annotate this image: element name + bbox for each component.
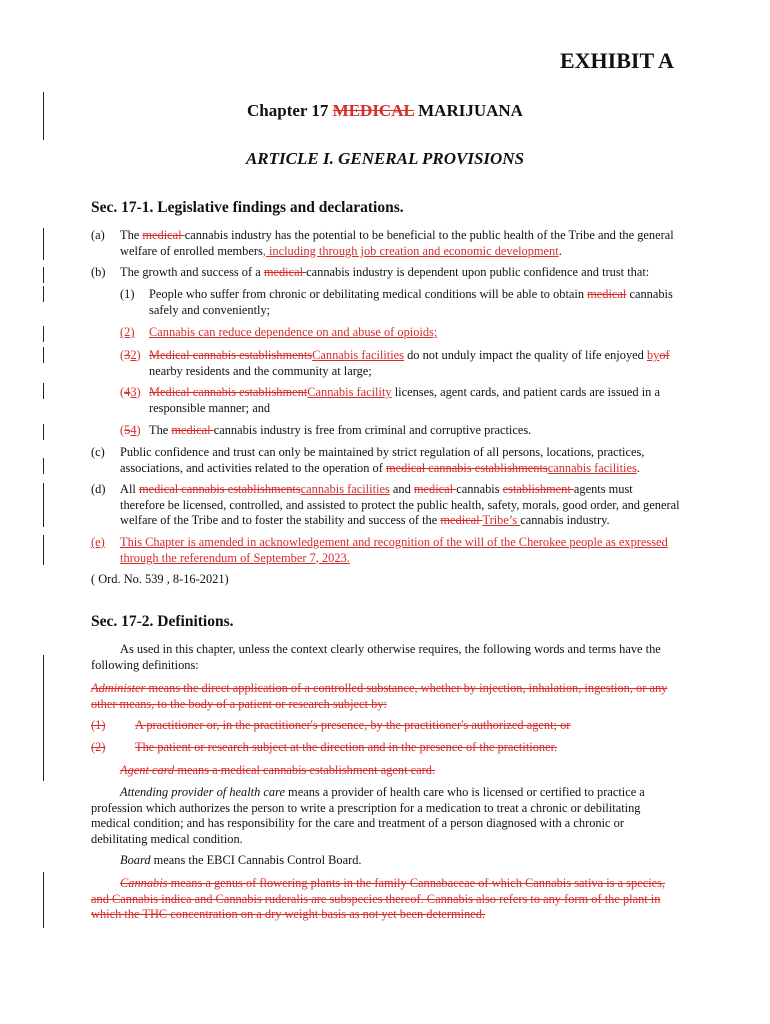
change-bar xyxy=(43,535,44,565)
change-bar xyxy=(43,347,44,363)
section-heading: Sec. 17-1. Legislative findings and declarations. xyxy=(91,199,404,216)
definition-administer-1: A practitioner or, in the practitioner's presence, by the practitioner's authorized agent; or xyxy=(135,718,571,732)
change-bar xyxy=(43,286,44,302)
change-bar xyxy=(43,424,44,440)
article-title: ARTICLE I. GENERAL PROVISIONS xyxy=(245,149,525,168)
paragraph-e: This Chapter is amended in acknowledgement and recognition of the will of the Cherokee people as expressed through the referendum of September 7, 2023. xyxy=(120,535,668,565)
paragraph-label: (2) xyxy=(91,740,106,754)
paragraph-c: Public confidence and trust can only be maintained by strict regulation of all persons, locations, practices, associations, and activities related to the operation of medical cannabis establishmentscannabis facilities. xyxy=(120,445,645,475)
paragraph-label: (a) xyxy=(91,228,105,242)
definition-cannabis: Cannabis means a genus of flowering plants in the family Cannabaceae of which Cannabis sativa is a species, and Cannabis indica and Cannabis ruderalis are subspecies thereof. Cannabis also refers to any form of the plant in which the THC concentration on a dry weight basis as not yet been determined. xyxy=(91,876,666,922)
change-bar xyxy=(43,655,44,781)
change-bar xyxy=(43,458,44,474)
paragraph-label: (2) xyxy=(120,325,135,339)
paragraph-label: (54) xyxy=(120,423,141,437)
paragraph-label: (d) xyxy=(91,482,106,496)
paragraph-b2: Cannabis can reduce dependence on and abuse of opioids; xyxy=(149,325,438,339)
paragraph-label: (e) xyxy=(91,535,105,549)
change-bar xyxy=(43,267,44,283)
paragraph-a: The medical cannabis industry has the potential to be beneficial to the public health of the Tribe and the general welfare of enrolled members, including through job creation and economic development. xyxy=(120,228,674,258)
paragraph-b: The growth and success of a medical cannabis industry is dependent upon public confidence and trust that: xyxy=(120,265,650,279)
paragraph-label: (32) xyxy=(120,348,141,362)
paragraph-b5: The medical cannabis industry is free from criminal and corruptive practices. xyxy=(149,423,532,437)
paragraph-b4: Medical cannabis establishmentCannabis facility licenses, agent cards, and patient cards are issued in a responsible manner; and xyxy=(149,385,660,415)
definition-attending-provider: Attending provider of health care means a provider of health care who is licensed or certified to practice a profession which authorizes the person to write a prescription for a medication to treat a chronic or debilitating medical condition; and has responsibility for the care and treatment of a person diagnosed with a chronic or debilitating medical condition. xyxy=(91,785,645,846)
chapter-title: Chapter 17 MEDICAL MARIJUANA xyxy=(247,101,523,120)
paragraph-label: (b) xyxy=(91,265,106,279)
paragraph-label: (1) xyxy=(91,718,106,732)
change-bar xyxy=(43,228,44,260)
paragraph-b3: Medical cannabis establishmentsCannabis facilities do not unduly impact the quality of life enjoyed byof nearby residents and the community at large; xyxy=(149,348,670,378)
paragraph-label: (c) xyxy=(91,445,105,459)
definition-board: Board means the EBCI Cannabis Control Board. xyxy=(120,853,362,867)
change-bar xyxy=(43,483,44,527)
exhibit-heading: EXHIBIT A xyxy=(560,48,674,73)
section-heading: Sec. 17-2. Definitions. xyxy=(91,613,234,630)
definition-administer-2: The patient or research subject at the direction and in the presence of the practitioner. xyxy=(135,740,558,754)
ordinance-citation: ( Ord. No. 539 , 8-16-2021) xyxy=(91,572,229,586)
definition-agent-card: Agent card means a medical cannabis establishment agent card. xyxy=(120,763,436,777)
paragraph-d: All medical cannabis establishmentscannabis facilities and medical cannabis establishment agents must therefore be licensed, controlled, and assisted to protect the public health, safety, morals, good order, and general welfare of the Tribe and to foster the stability and success of the medical Tribe’s cannabis industry. xyxy=(120,482,680,528)
change-bar xyxy=(43,383,44,399)
definition-administer: Administer means the direct application of a controlled substance, whether by injection, inhalation, ingestion, or any other means, to the body of a patient or research subject by: xyxy=(91,681,668,711)
paragraph-label: (43) xyxy=(120,385,141,399)
change-bar xyxy=(43,326,44,342)
change-bar xyxy=(43,872,44,928)
definitions-intro: As used in this chapter, unless the context clearly otherwise requires, the following words and terms have the following definitions: xyxy=(91,642,661,672)
paragraph-label: (1) xyxy=(120,287,135,301)
paragraph-b1: People who suffer from chronic or debilitating medical conditions will be able to obtain medical cannabis safely and conveniently; xyxy=(149,287,673,317)
